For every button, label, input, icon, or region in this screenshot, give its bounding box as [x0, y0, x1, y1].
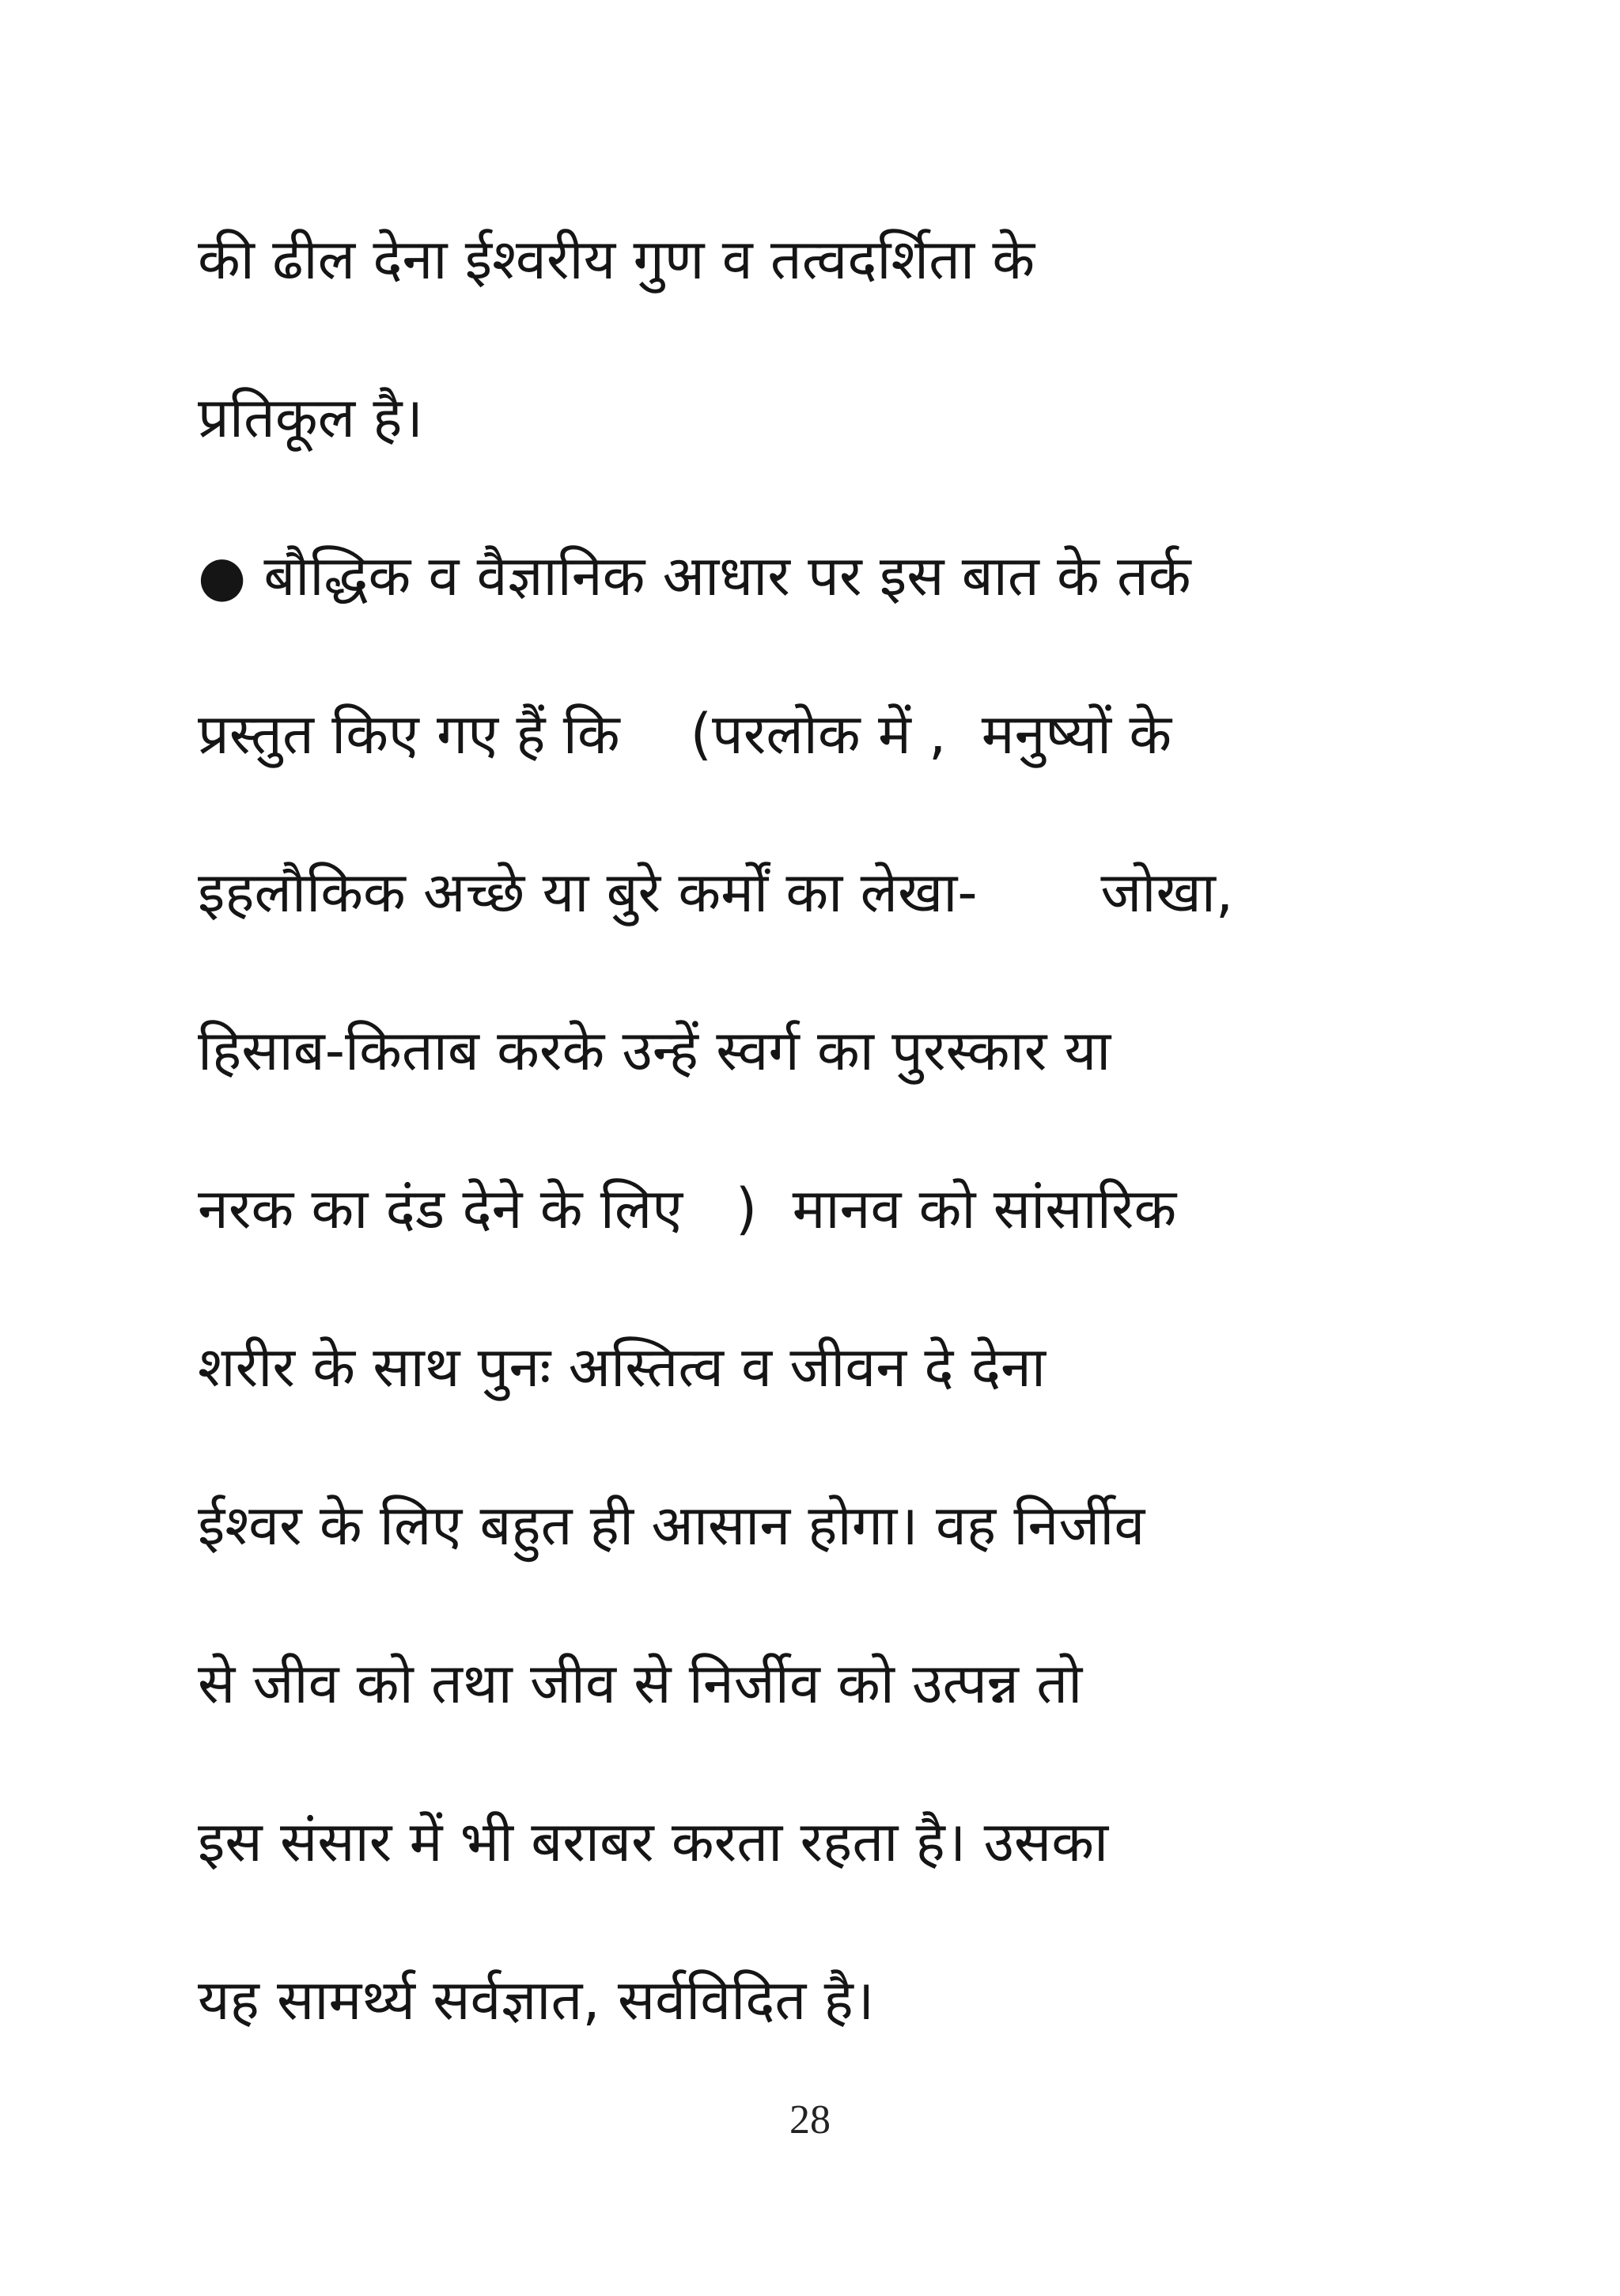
- text-line-6: हिसाब-किताब करके उन्हें स्वर्ग का पुरस्कार या: [198, 1018, 1111, 1083]
- text-line-1: की ढील देना ईश्वरीय गुण व तत्वदर्शिता के: [198, 227, 1035, 292]
- text-line-7: नरक का दंड देने के लिए ) मानव को सांसारिक: [198, 1176, 1177, 1241]
- text-line-4: प्रस्तुत किए गए हैं कि (परलोक में , मनुष्यों के: [198, 702, 1172, 767]
- text-line-11: इस संसार में भी बराबर करता रहता है। उसका: [198, 1809, 1109, 1874]
- text-line-10: से जीव को तथा जीव से निर्जीव को उत्पन्न तो: [198, 1651, 1083, 1716]
- text-line-8: शरीर के साथ पुनः अस्तित्व व जीवन दे देना: [198, 1335, 1046, 1400]
- text-line-2: प्रतिकूल है।: [198, 385, 424, 450]
- text-line-12: यह सामर्थ्य सर्वज्ञात, सर्वविदित है।: [198, 1968, 875, 2033]
- bullet-line-3: ● बौद्धिक व वैज्ञानिक आधार पर इस बात के तर्क: [198, 544, 1191, 608]
- text-line-5: इहलौकिक अच्छे या बुरे कर्मों का लेखा- जोखा,: [198, 860, 1234, 925]
- text-line-9: ईश्वर के लिए बहुत ही आसान होगा। वह निर्जीव: [198, 1493, 1145, 1558]
- page-number: 28: [789, 2097, 831, 2143]
